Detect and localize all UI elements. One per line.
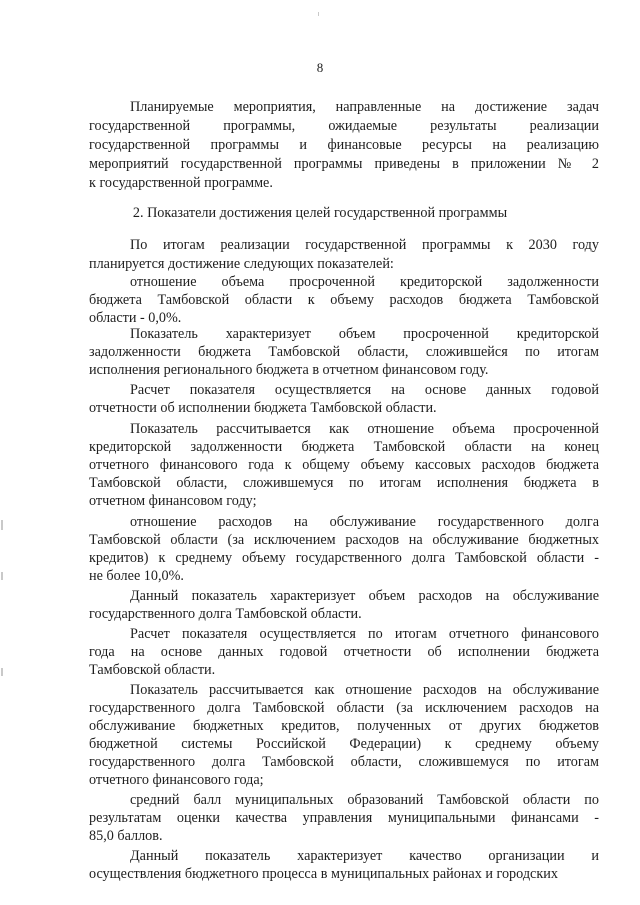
body-line: осуществления бюджетного процесса в муниципальных районах и городских [89,866,558,882]
page-number: 8 [316,60,324,75]
body-line: Данный показатель характеризует объем расходов на обслуживание [130,588,599,604]
intro-line: государственной программы, ожидаемые результаты реализации [89,118,599,134]
body-line: Тамбовской области. [89,662,216,678]
body-line: Расчет показателя осуществляется по итогам отчетного финансового [130,626,599,642]
body-line: результатам оценки качества управления муниципальными финансами - [89,810,599,826]
body-line: средний балл муниципальных образований Тамбовской области по [130,792,599,808]
body-line: задолженности бюджета Тамбовской области, сложившейся по итогам [89,344,599,360]
body-line: бюджета Тамбовской области к объему расходов бюджета Тамбовской [89,292,599,308]
body-line: Расчет показателя осуществляется на основе данных годовой [130,382,599,398]
body-line: обслуживание бюджетных кредитов, полученных от других бюджетов [89,718,599,734]
body-line: исполнения регионального бюджета в отчетном финансовом году. [89,362,489,378]
body-line: отчетности об исполнении бюджета Тамбовской области. [89,400,437,416]
body-line: государственного долга Тамбовской области (за исключением расходов на [89,700,599,716]
body-line: отношение объема просроченной кредиторской задолженности [130,274,599,290]
body-line: кредиторской задолженности бюджета Тамбовской области на конец [89,439,599,455]
body-line: 85,0 баллов. [89,828,163,844]
body-line: кредитов) к среднему объему государственного долга Тамбовской области - [89,550,599,566]
body-line: отчетного финансового года к общему объему кассовых расходов бюджета [89,457,599,473]
body-line: Тамбовской области, сложившемуся по итогам исполнения бюджета в [89,475,599,491]
intro-line: к государственной программе. [89,175,273,191]
body-line: не более 10,0%. [89,568,184,584]
scan-mark [1,572,3,580]
body-line: года на основе данных годовой отчетности об исполнении бюджета [89,644,599,660]
body-line: государственного долга Тамбовской области, сложившемуся по итогам [89,754,599,770]
scan-mark [318,12,319,16]
body-line: Показатель характеризует объем просроченной кредиторской [130,326,599,342]
intro-line: мероприятий государственной программы приведены в приложении № 2 [89,156,599,172]
body-line: области - 0,0%. [89,310,182,326]
body-line: Данный показатель характеризует качество организации и [130,848,599,864]
intro-line: Планируемые мероприятия, направленные на достижение задач [130,99,599,115]
scan-mark [1,668,3,676]
body-line: По итогам реализации государственной программы к 2030 году [130,237,599,253]
body-line: планируется достижение следующих показателей: [89,256,394,272]
scan-mark [1,520,3,530]
section-heading: 2. Показатели достижения целей государственной программы [132,205,508,221]
body-line: Показатель рассчитывается как отношение расходов на обслуживание [130,682,599,698]
body-line: отчетного финансового года; [89,772,264,788]
body-line: Показатель рассчитывается как отношение объема просроченной [130,421,599,437]
intro-line: государственной программы и финансовые ресурсы на реализацию [89,137,599,153]
body-line: отчетном финансовом году; [89,493,257,509]
body-line: Тамбовской области (за исключением расходов на обслуживание бюджетных [89,532,599,548]
body-line: отношение расходов на обслуживание государственного долга [130,514,599,530]
body-line: государственного долга Тамбовской области. [89,606,362,622]
body-line: бюджетной системы Российской Федерации) к среднему объему [89,736,599,752]
